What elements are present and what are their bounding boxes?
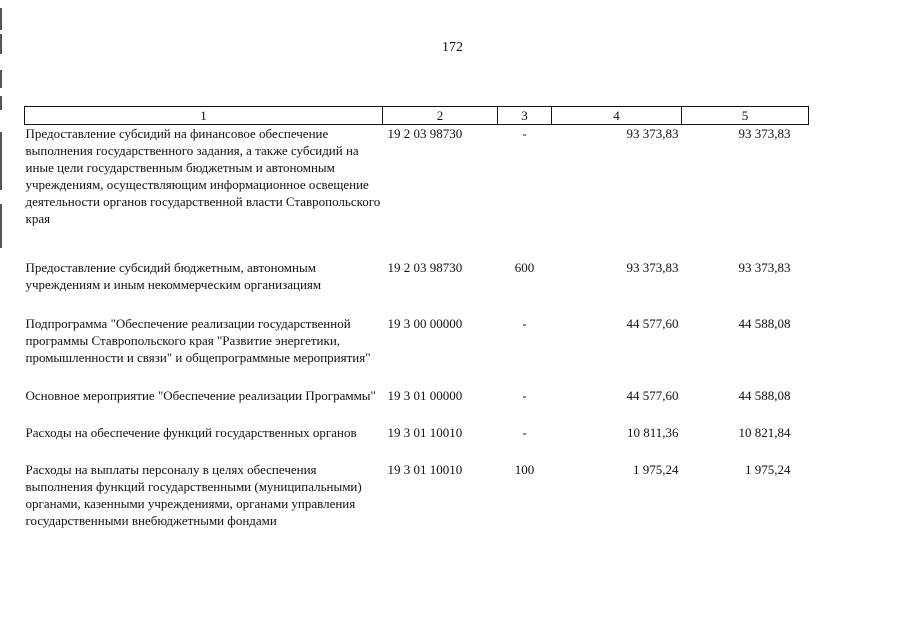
table-row — [25, 125, 809, 260]
row-value-5: 93 373,83 — [738, 126, 791, 141]
table-row — [25, 424, 809, 461]
row-value-5: 93 373,83 — [738, 260, 791, 275]
row-code: 19 3 01 00000 — [387, 388, 463, 403]
table-row — [25, 387, 809, 424]
column-header-1: 1 — [25, 107, 383, 125]
row-value-5: 10 821,84 — [738, 425, 791, 440]
row-code: 19 2 03 98730 — [387, 260, 463, 275]
row-code: 19 2 03 98730 — [387, 126, 463, 141]
row-value-4: 1 975,24 — [633, 462, 679, 477]
row-value-5: 1 975,24 — [745, 462, 791, 477]
table-header-row — [25, 107, 809, 125]
row-value-5: 44 588,08 — [738, 388, 791, 403]
row-value-4: 10 811,36 — [626, 425, 679, 440]
column-header-4: 4 — [552, 107, 682, 125]
scan-edge-marks — [0, 0, 2, 640]
row-name: Расходы на выплаты персоналу в целях обеспечения выполнения функций государственными (муниципальными) органами, казенными учреждениями, органами управления государственными внебюджетными фондами — [25, 462, 362, 528]
row-value-5: 44 588,08 — [738, 316, 791, 331]
row-type: - — [522, 388, 527, 403]
row-type: - — [522, 316, 527, 331]
column-header-3: 3 — [498, 107, 552, 125]
budget-table — [24, 106, 809, 551]
row-code: 19 3 01 10010 — [387, 462, 463, 477]
row-name: Подпрограмма "Обеспечение реализации государственной программы Ставропольского края "Развитие энергетики, промышленности и связи" и общепрограммные мероприятия" — [25, 316, 371, 365]
table-row — [25, 461, 809, 551]
row-name: Предоставление субсидий бюджетным, автономным учреждениям и иным некоммерческим организациям — [25, 260, 322, 292]
row-value-4: 44 577,60 — [626, 316, 679, 331]
row-type: - — [522, 126, 527, 141]
row-type: 600 — [514, 260, 535, 275]
row-name: Расходы на обеспечение функций государственных органов — [25, 425, 357, 440]
row-value-4: 93 373,83 — [626, 126, 679, 141]
row-type: 100 — [514, 462, 535, 477]
row-code: 19 3 01 10010 — [387, 425, 463, 440]
row-code: 19 3 00 00000 — [387, 316, 463, 331]
row-value-4: 44 577,60 — [626, 388, 679, 403]
row-name: Основное мероприятие "Обеспечение реализации Программы" — [25, 388, 376, 403]
row-type: - — [522, 425, 527, 440]
row-name: Предоставление субсидий на финансовое обеспечение выполнения государственного задания, а также субсидий на иные цели государственным бюджетным и автономным учреждениям, осуществляющим информационное освещение деятельности органов государственной власти Ставропольского края — [25, 126, 381, 226]
column-header-2: 2 — [383, 107, 498, 125]
row-value-4: 93 373,83 — [626, 260, 679, 275]
column-header-5: 5 — [682, 107, 809, 125]
page-number: 172 — [442, 40, 463, 55]
table-row — [25, 315, 809, 387]
table-row — [25, 259, 809, 315]
